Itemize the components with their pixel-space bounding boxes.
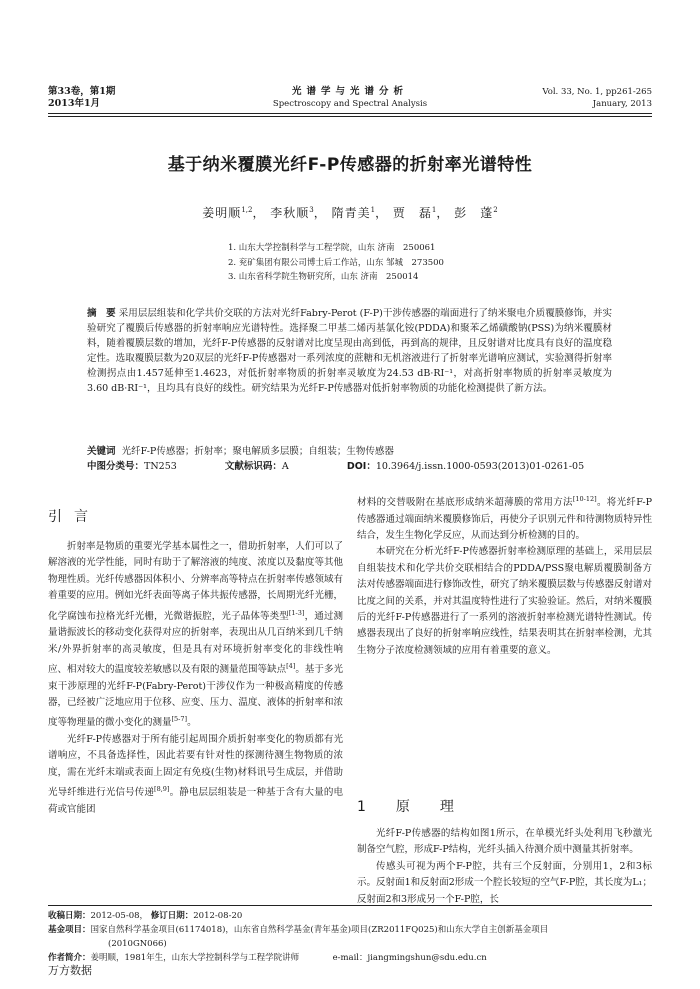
journal-name-cn: 光谱学与光谱分析 bbox=[291, 86, 408, 97]
citation: [4] bbox=[286, 662, 296, 670]
keywords-line bbox=[87, 444, 612, 459]
author-affil-sup: 1 bbox=[370, 206, 376, 214]
header-rule-thick bbox=[48, 113, 652, 114]
paragraph bbox=[357, 491, 652, 544]
revised-label: 修订日期： bbox=[150, 911, 194, 921]
citation: [1-3] bbox=[288, 608, 305, 617]
doi-value: 10.3964/j.issn.1000-0593(2013)01-0261-05 bbox=[375, 461, 585, 472]
text-run: 。将光纤F-P传感器通过端面纳米覆膜修饰后，再使分子识别元件和待测物质特异性结合，发生生物化学反应，从而达到分析检测的目的。 bbox=[357, 497, 652, 541]
text-run: 折射率是物质的重要光学基本属性之一，借助折射率，人们可以了解溶液的光学性能，同时有助于了解溶液的纯度、浓度以及黏度等其他物理性质。光纤传感器因体积小、分辨率高等特点在折射率传感领域有着重要的应用。例如光纤表面等离子体共振传感器，长周期光纤光栅，化学腐蚀布拉格光纤光栅，光微谐振腔，光子晶体等类型 bbox=[48, 541, 343, 622]
fund-text-continued: (2010GN066) bbox=[108, 939, 167, 949]
journal-issue-cn bbox=[48, 86, 115, 110]
section-1-body bbox=[357, 826, 652, 908]
author: 隋青美 bbox=[331, 206, 371, 220]
author: 姜明顺 bbox=[202, 206, 242, 220]
keywords-text: 光纤F-P传感器；折射率；聚电解质多层膜；自组装；生物传感器 bbox=[121, 446, 394, 457]
clc-value: TN253 bbox=[144, 461, 177, 472]
paper-title: 基于纳米覆膜光纤F-P传感器的折射率光谱特性 bbox=[167, 155, 533, 175]
affiliation: 1. 山东大学控制科学与工程学院，山东 济南 250061 bbox=[228, 243, 436, 253]
text-run: 光纤F-P传感器对于所有能引起周围介质折射率变化的物质都有光谱响应，不具备选择性，因此若要有针对性的探测待测生物物质的浓度，需在光纤末端或表面上固定有免疫(生物)材料讯号生成层，并借助光导纤维进行光信号传递 bbox=[48, 733, 343, 799]
abstract-text: 采用层层组装和化学共价交联的方法对光纤Fabry-Perot (F-P)干涉传感器的端面进行了纳米聚电介质覆膜修饰，并实验研究了覆膜后传感器的折射率响应光谱特性。选择聚二甲基二烯丙基氯化铵(PDDA)和聚苯乙烯磺酸钠(PSS)为纳米覆膜材料，随着覆膜层数的增加，光纤F-P传感器的反射谱对比度呈现由高到低，再到高的规律，且反射谱对比度具有良好的温度稳定性。选取覆膜层数为20双层的光纤F-P传感器对一系列浓度的蔗糖和无机溶液进行了折射率光谱响应测试，实验测得折射率检测拐点由1.457延伸至1.4623，对低折射率物质的折射率灵敏度为24.53 dB·RI⁻¹，对高折射率物质的折射率灵敏度为3.60 dB·RI⁻¹，且均具有良好的线性。研究结果为光纤F-P传感器对低折射率物质的功能化检测提供了新方法。 bbox=[87, 308, 612, 394]
paragraph: 本研究在分析光纤F-P传感器折射率检测原理的基础上，采用层层自组装技术和化学共价交联相结合的PDDA/PSS聚电解质覆膜制备方法对传感器端面进行修饰改性，研究了纳米覆膜层数与传感器反射谱对比度之间的关系，并对其温度特性进行了实验验证。然后，对纳米覆膜后的光纤F-P传感器进行了一系列的溶液折射率检测光谱特性测试。传感器表现出了良好的折射率响应线性，结果表明其在折射率检测，尤其生物分子浓度检测领域的应用有着重要的意义。 bbox=[357, 546, 652, 656]
volume-cn: 第33卷，第1期 bbox=[48, 86, 116, 97]
footnotes bbox=[48, 909, 652, 965]
citation: [5-7] bbox=[171, 715, 188, 724]
text-run: 。 bbox=[187, 717, 197, 729]
right-column bbox=[357, 491, 652, 659]
keywords-label: 关键词 bbox=[87, 446, 116, 457]
date-en: January, 2013 bbox=[592, 99, 652, 109]
author: 李秋顺 bbox=[270, 206, 310, 220]
author-list: 姜明顺$^{1,2}$， 李秋顺$^3$， 隋青美$^1$， 贾 磊$^1$， 彭 蓬$^2$ bbox=[202, 206, 498, 220]
fund-text: 国家自然科学基金项目(61174018)，山东省自然科学基金(青年基金)项目(ZR2011FQ025)和山东大学自主创新基金项目 bbox=[90, 925, 549, 935]
doc-code-value: A bbox=[281, 461, 289, 472]
author-affil-sup: 3 bbox=[309, 206, 314, 214]
header-rule-thin bbox=[48, 116, 652, 117]
clc-label: 中图分类号： bbox=[87, 461, 145, 472]
author-email: e-mail：jiangmingshun@sdu.edu.cn bbox=[332, 953, 487, 963]
fund-line bbox=[48, 923, 652, 937]
footnote-rule bbox=[48, 905, 652, 906]
left-column bbox=[48, 539, 343, 818]
revised-date: 2012-08-20 bbox=[193, 911, 243, 921]
affiliation: 3. 山东省科学院生物研究所，山东 济南 250014 bbox=[228, 272, 419, 282]
citation: [8,9] bbox=[154, 785, 170, 794]
author: 彭 蓬 bbox=[454, 206, 494, 220]
citation: [10-12] bbox=[572, 495, 597, 503]
journal-name-en: Spectroscopy and Spectral Analysis bbox=[272, 99, 428, 109]
dates-line: 收稿日期：2012-05-08， 修订日期：2012-08-20 bbox=[48, 911, 243, 921]
volume-en: Vol. 33, No. 1, pp261-265 bbox=[542, 87, 652, 97]
affiliation: 2. 兖矿集团有限公司博士后工作站，山东 邹城 273500 bbox=[228, 257, 444, 268]
abstract-label: 摘 要 bbox=[87, 308, 116, 319]
classification-line bbox=[87, 459, 612, 474]
keywords-block bbox=[87, 444, 612, 474]
text-run: 。静电层层组装是一种基于含有大量的电荷或官能团 bbox=[48, 787, 343, 815]
author-bio-label: 作者简介： bbox=[48, 953, 91, 963]
journal-name bbox=[210, 86, 490, 110]
author-bio-text: 姜明顺，1981年生，山东大学控制科学与工程学院讲师 bbox=[90, 953, 300, 963]
text-run: 。基于多光束干涉原理的光纤F-P(Fabry-Perot)干涉仪作为一种极高精度的传感器，已经被广泛地应用于位移、应变、压力、温度、液体的折射率和浓度等物理量的微小变化的测量 bbox=[48, 664, 343, 729]
author-affil-sup: 2 bbox=[493, 206, 498, 214]
wanfang-watermark: 万方数据 bbox=[48, 964, 92, 977]
author: 贾 磊 bbox=[392, 206, 432, 220]
section-heading-intro: 引言 bbox=[48, 509, 100, 525]
author-affil-sup: 1 bbox=[431, 206, 437, 214]
affiliations bbox=[228, 241, 444, 285]
paragraph: 传感头可视为两个F-P腔，共有三个反射面，分别用1，2和3标示。反射面1和反射面2形成一个腔长较短的空气F-P腔，其长度为L₁；反射面2和3形成另一个F-P腔，长 bbox=[357, 860, 652, 905]
doc-code-label: 文献标识码： bbox=[224, 461, 282, 472]
text-run: 材料的交替吸附在基底形成纳米超薄膜的常用方法 bbox=[357, 497, 573, 509]
author-affil-sup: 1,2 bbox=[241, 206, 253, 214]
section-heading-principle: 1 原 理 bbox=[357, 799, 462, 815]
received-date: 2012-05-08 bbox=[90, 911, 140, 921]
fund-label: 基金项目： bbox=[48, 925, 91, 935]
paragraph bbox=[48, 732, 343, 818]
paragraph bbox=[48, 539, 343, 732]
received-label: 收稿日期： bbox=[48, 911, 91, 921]
text-run: ，通过测量谐振波长的移动变化获得对应的折射率，表现出从几百纳米到几千纳米/外界折射率的高灵敏度，但是具有对环境折射率变化的非线性响应、相对较大的温度较差敏感以及有限的测量范围等缺点 bbox=[48, 610, 343, 676]
abstract bbox=[87, 306, 612, 396]
journal-issue-en bbox=[542, 86, 652, 110]
author-bio-line bbox=[48, 951, 652, 965]
doi-label: DOI： bbox=[346, 461, 376, 472]
paragraph: 光纤F-P传感器的结构如图1所示，在单模光纤头处利用飞秒激光制备空气腔，形成F-P结构，光纤头插入待测介质中测量其折射率。 bbox=[357, 828, 652, 856]
date-cn: 2013年1月 bbox=[48, 98, 101, 109]
